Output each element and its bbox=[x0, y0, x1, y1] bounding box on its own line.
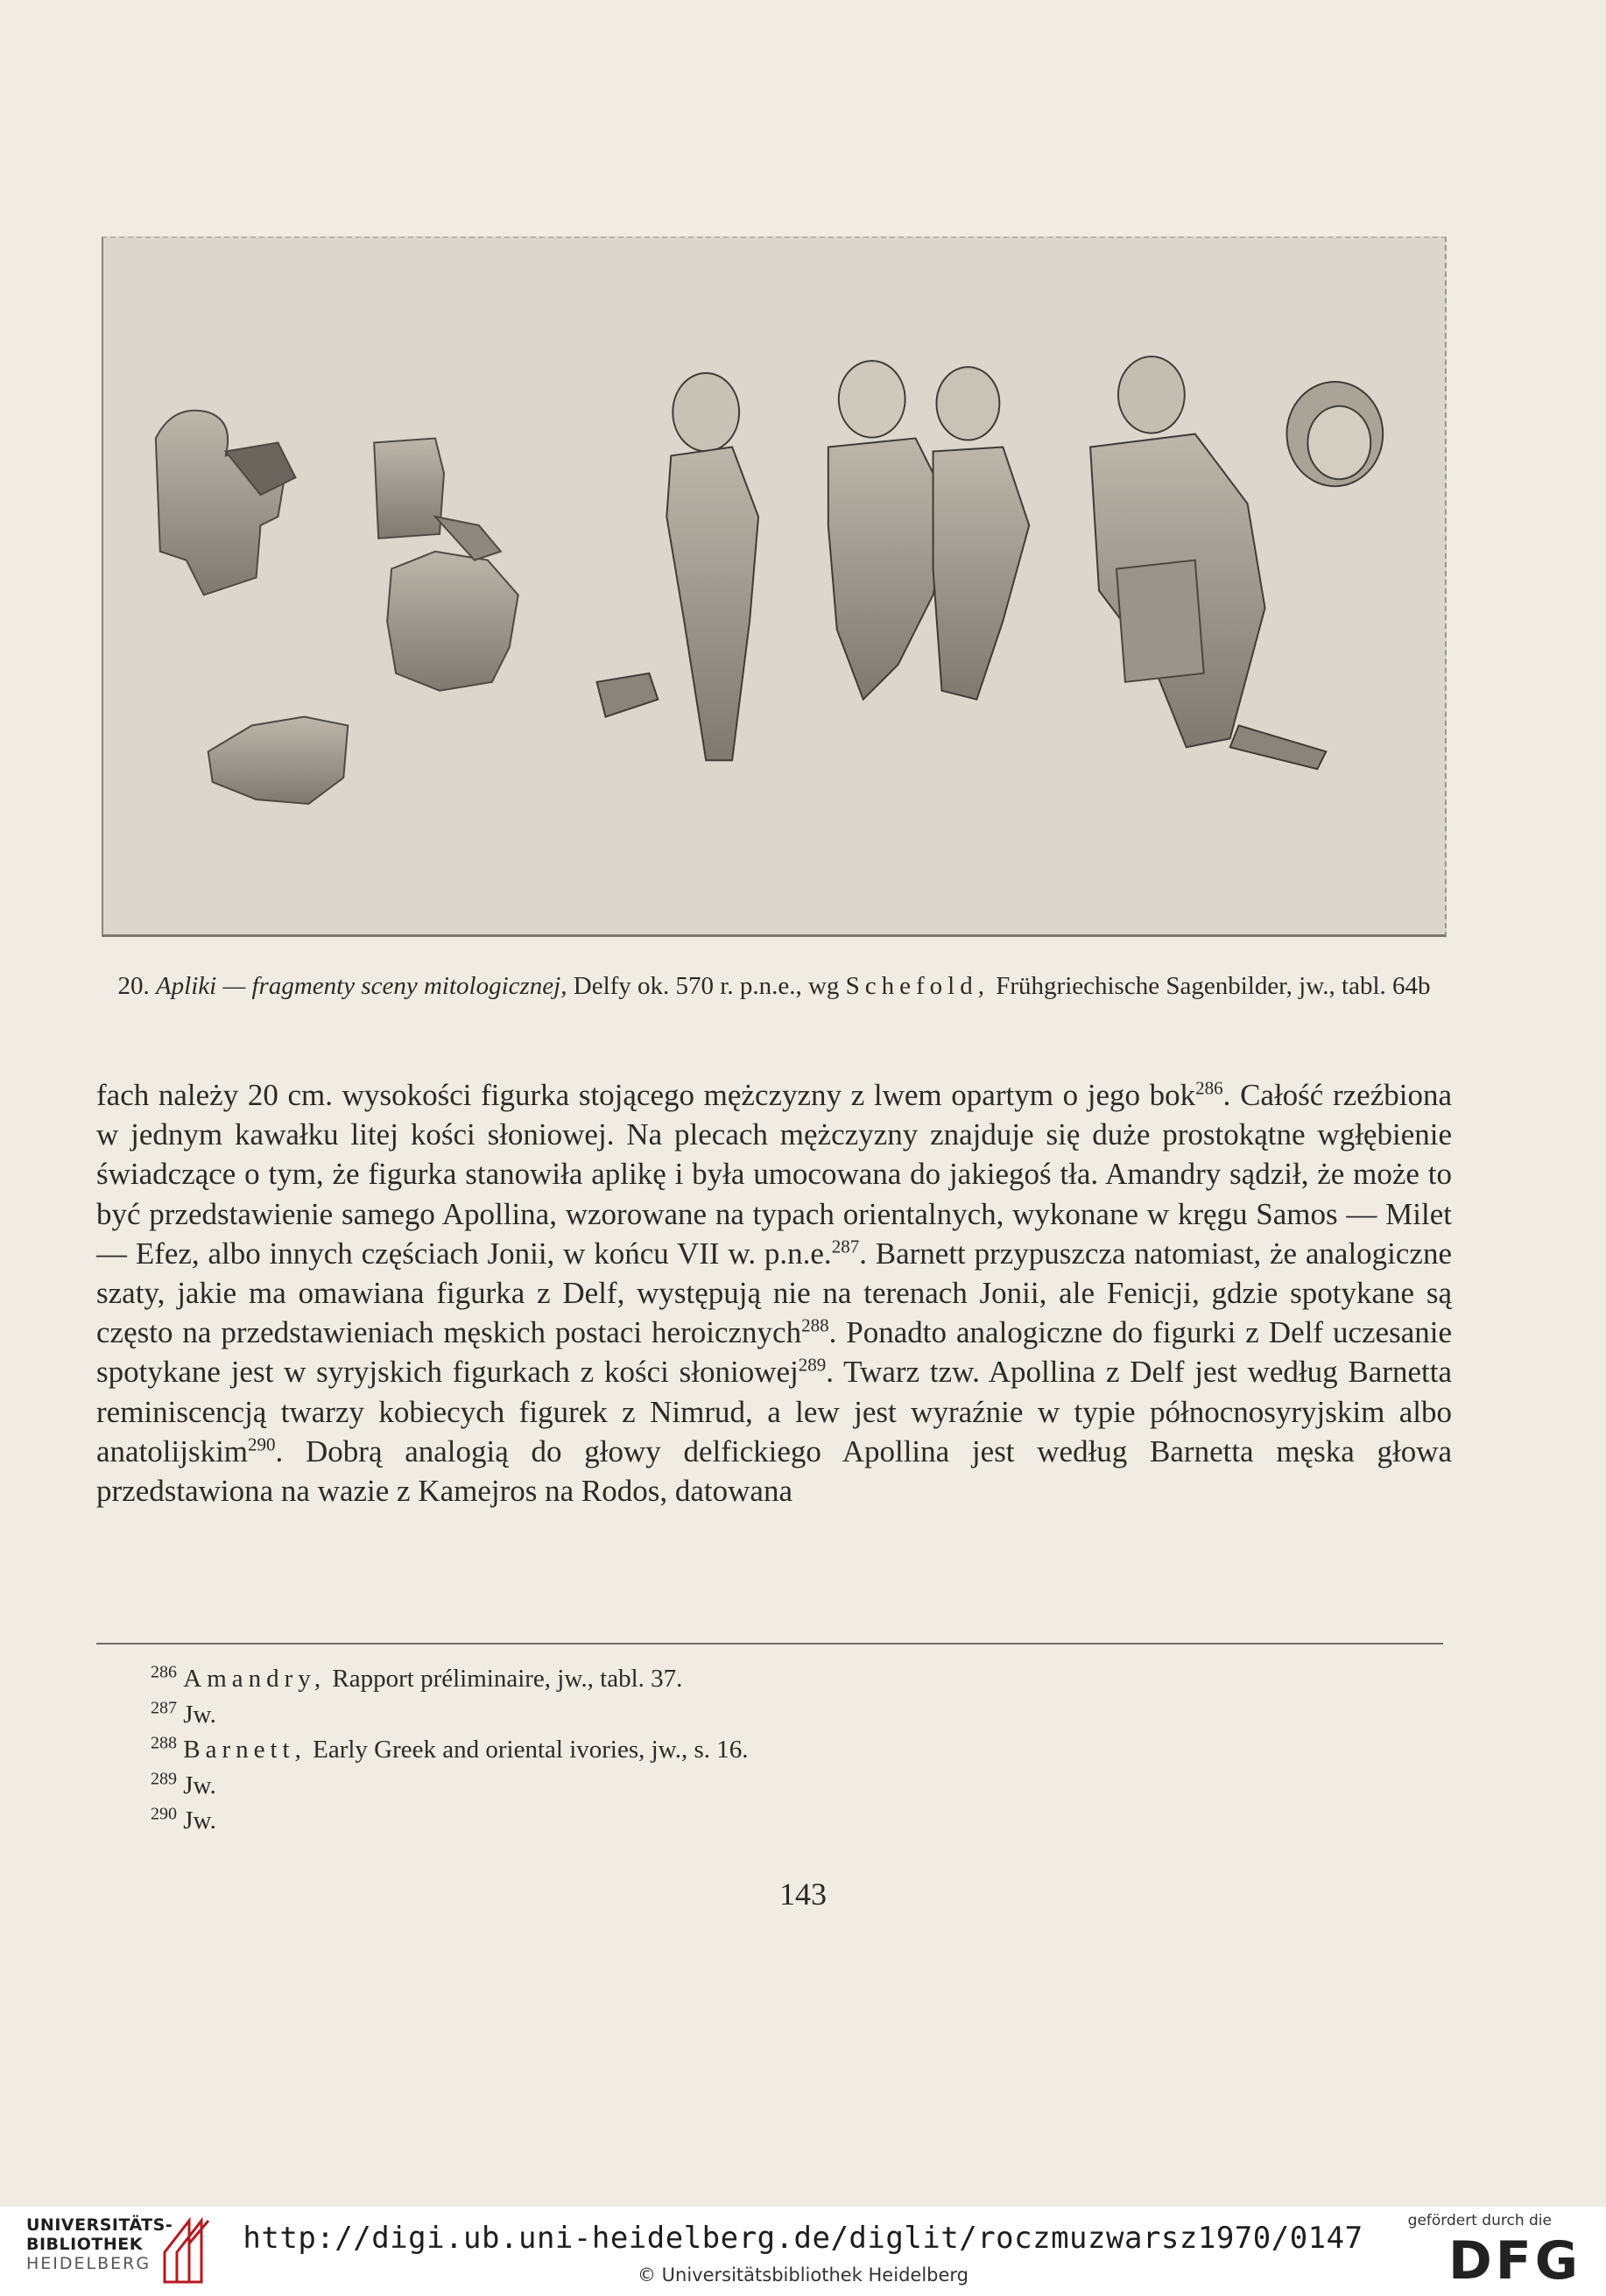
page-number: 143 bbox=[779, 1877, 827, 1912]
library-line: HEIDELBERG bbox=[26, 2254, 151, 2273]
permalink-url[interactable]: http://digi.ub.uni-heidelberg.de/diglit/roczmuzwarsz1970/0147 bbox=[243, 2221, 1363, 2256]
footnote-text: Rapport préliminaire, jw., tabl. 37. bbox=[332, 1665, 683, 1693]
footnote-number: 288 bbox=[151, 1733, 177, 1753]
footnote-number: 286 bbox=[151, 1662, 177, 1682]
figure-photo bbox=[102, 236, 1447, 937]
fragment-left-3 bbox=[208, 717, 349, 804]
text-run: . Twarz tzw. Apollina z Delf jest według Barnetta reminiscencją twarzy kobiecych figurek z Nimrud, a lew jest wyraźnie w typie północnosyryjskim albo anatolijskim bbox=[96, 1355, 1452, 1468]
fragment-left-2 bbox=[374, 439, 518, 691]
footnote-ref[interactable]: 286 bbox=[1195, 1077, 1223, 1099]
caption-number: 20. bbox=[117, 972, 150, 1000]
body-text bbox=[96, 1075, 1452, 1511]
text-run: . Dobrą analogią do głowy delfickiego Apollina jest według Barnetta męska głowa przedstawiona na wazie z Kamejros na Rodos, datowana bbox=[96, 1433, 1452, 1509]
footnote-ref[interactable]: 288 bbox=[801, 1314, 829, 1336]
footnote-text: Jw. bbox=[183, 1771, 216, 1799]
caption-text: Delfy ok. 570 r. p.n.e., wg bbox=[573, 972, 840, 1000]
caption-title: Apliki — fragmenty sceny mitologicznej, bbox=[155, 972, 567, 1000]
dfg-logo[interactable]: DFG bbox=[1448, 2230, 1581, 2292]
footnote-author: Barnett, bbox=[183, 1736, 306, 1764]
text-run: fach należy 20 cm. wysokości figurka stojącego mężczyzny z lwem opartym o jego bok bbox=[96, 1078, 1196, 1112]
fragment-left-1 bbox=[156, 411, 296, 595]
caption-author: Schefold, bbox=[845, 972, 990, 1000]
text-run: . Całość rzeźbiona w jednym kawałku litej kości słoniowej. Na plecach mężczyzny znajduje się duże prostokątne wgłębienie świadczące o tym, że figurka stanowiła aplikę i była umocowana do jakiegoś tła. Amandry sądził, że może to być przedstawienie samego Apollina, wzorowane na typach orientalnych, wykonane w kręgu Samos — Milet — Efez, albo innych częściach Jonii, w końcu VII w. p.n.e. bbox=[96, 1078, 1453, 1271]
funder-label: gefördert durch die bbox=[1407, 2212, 1552, 2229]
text-run: . Ponadto analogiczne do figurki z Delf uczesanie spotykane jest w syryjskich figurkach z kości słoniowej bbox=[96, 1315, 1452, 1390]
footnote-ref[interactable]: 289 bbox=[798, 1354, 827, 1376]
footnote-text: Early Greek and oriental ivories, jw., s. 16. bbox=[313, 1736, 749, 1764]
footnote-ref[interactable]: 287 bbox=[831, 1236, 860, 1257]
ivory-appliques-image bbox=[103, 238, 1445, 934]
library-line: UNIVERSITÄTS- bbox=[26, 2215, 173, 2235]
library-line: BIBLIOTHEK bbox=[26, 2235, 143, 2254]
figure-caption bbox=[96, 968, 1452, 1004]
footnote-text: Jw. bbox=[183, 1807, 216, 1835]
caption-source: Frühgriechische Sagenbilder, jw., tabl. 64b bbox=[996, 972, 1431, 1000]
footnote-number: 289 bbox=[151, 1768, 177, 1788]
copyright-notice: © Universitätsbibliothek Heidelberg bbox=[637, 2264, 969, 2285]
footnotes bbox=[151, 1661, 1429, 1839]
footnote-author: Amandry, bbox=[183, 1665, 327, 1693]
digitization-footer bbox=[0, 2207, 1606, 2296]
fragment-figures-group bbox=[597, 356, 1327, 769]
footnote-number: 290 bbox=[151, 1804, 177, 1824]
footnote-ref[interactable]: 290 bbox=[248, 1433, 276, 1455]
footnote-divider bbox=[96, 1643, 1443, 1645]
fragment-head-right bbox=[1286, 382, 1383, 486]
footnote-287 bbox=[151, 1697, 1429, 1733]
footnote-289 bbox=[151, 1768, 1429, 1804]
text-run: . Barnett przypuszcza natomiast, że analogiczne szaty, jakie ma omawiana figurka z Delf, występują nie na terenach Jonii, ale Fenicji, gdzie spotykane są często na przedstawieniach męskich postaci heroicznych bbox=[96, 1236, 1452, 1350]
footnote-286 bbox=[151, 1661, 1429, 1697]
footnote-text: Jw. bbox=[183, 1700, 216, 1729]
footnote-290 bbox=[151, 1803, 1429, 1839]
body-paragraph bbox=[96, 1075, 1452, 1511]
footnote-288 bbox=[151, 1732, 1429, 1768]
footnote-number: 287 bbox=[151, 1697, 177, 1717]
